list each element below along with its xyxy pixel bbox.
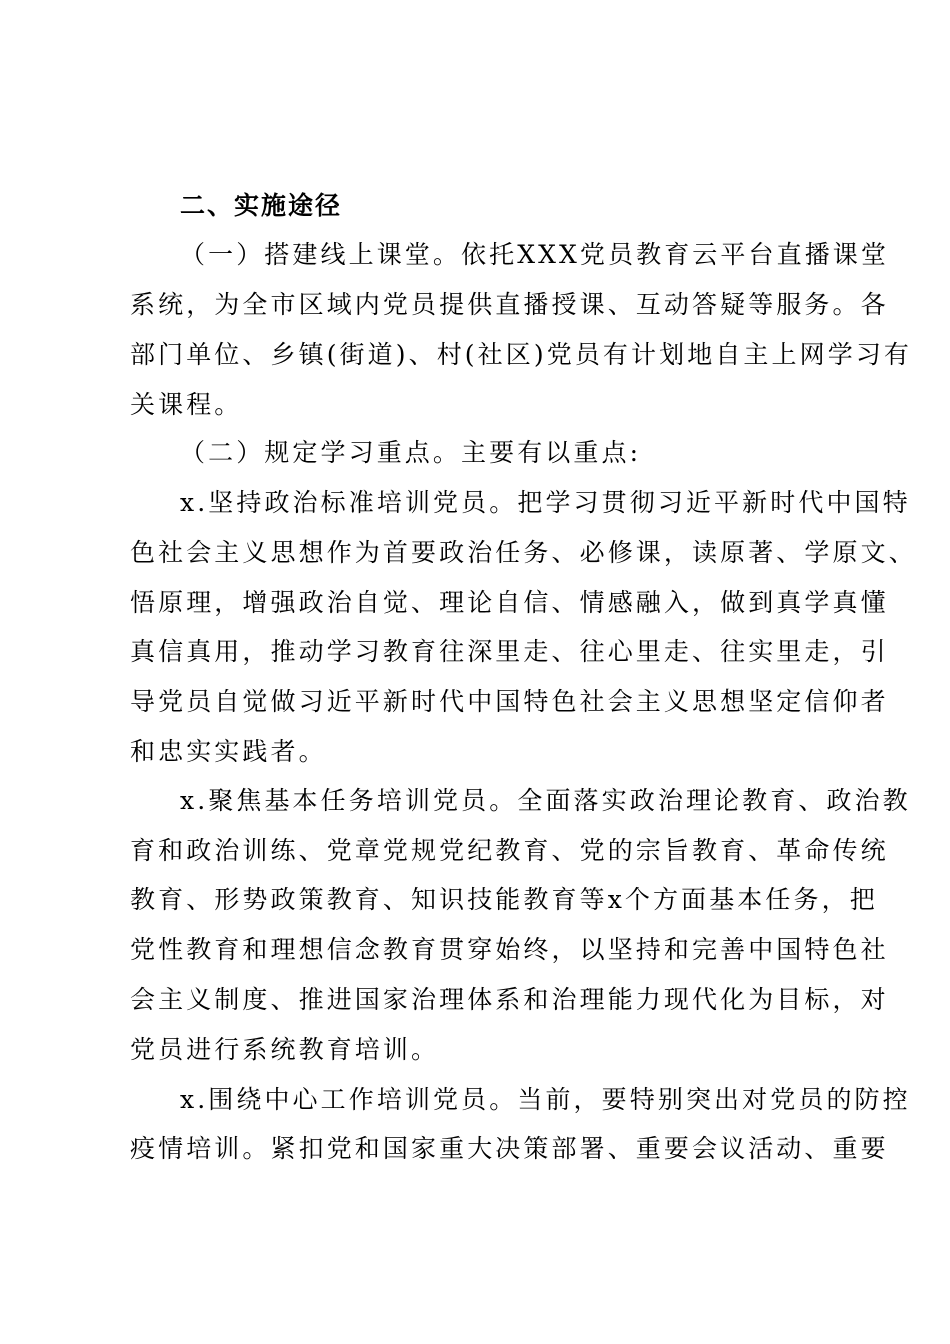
paragraph-line: 真信真用，推动学习教育往深里走、往心里走、往实里走，引 [130, 637, 889, 666]
paragraph-line: 系统，为全市区域内党员提供直播授课、互动答疑等服务。各 [130, 290, 889, 319]
paragraph-line: 党员进行系统教育培训。 [130, 1035, 440, 1064]
paragraph-line: （二）规定学习重点。主要有以重点: [180, 438, 642, 467]
paragraph-line: （一）搭建线上课堂。依托XXX党员教育云平台直播课堂 [180, 240, 889, 269]
paragraph-line: 育和政治训练、党章党规党纪教育、党的宗旨教育、革命传统 [130, 836, 889, 865]
paragraph-line: 色社会主义思想作为首要政治任务、必修课，读原著、学原文、 [130, 538, 917, 567]
paragraph-line: 悟原理，增强政治自觉、理论自信、情感融入，做到真学真懂 [130, 588, 889, 617]
paragraph-line: 疫情培训。紧扣党和国家重大决策部署、重要会议活动、重要 [130, 1134, 889, 1163]
paragraph-line: 导党员自觉做习近平新时代中国特色社会主义思想坚定信仰者 [130, 687, 889, 716]
paragraph-line: 党性教育和理想信念教育贯穿始终，以坚持和完善中国特色社 [130, 935, 889, 964]
paragraph-line: 教育、形势政策教育、知识技能教育等x个方面基本任务，把 [130, 885, 878, 914]
paragraph-line: x.坚持政治标准培训党员。把学习贯彻习近平新时代中国特 [180, 488, 911, 517]
paragraph-line: 关课程。 [130, 390, 243, 419]
paragraph-line: 部门单位、乡镇(街道)、村(社区)党员有计划地自主上网学习有 [130, 340, 913, 369]
paragraph-line: 和忠实实践者。 [130, 737, 327, 766]
paragraph-line: x.围绕中心工作培训党员。当前，要特别突出对党员的防控 [180, 1085, 911, 1114]
paragraph-line: x.聚焦基本任务培训党员。全面落实政治理论教育、政治教 [180, 786, 911, 815]
paragraph-line: 会主义制度、推进国家治理体系和治理能力现代化为目标，对 [130, 985, 889, 1014]
section-heading: 二、实施途径 [180, 191, 343, 220]
